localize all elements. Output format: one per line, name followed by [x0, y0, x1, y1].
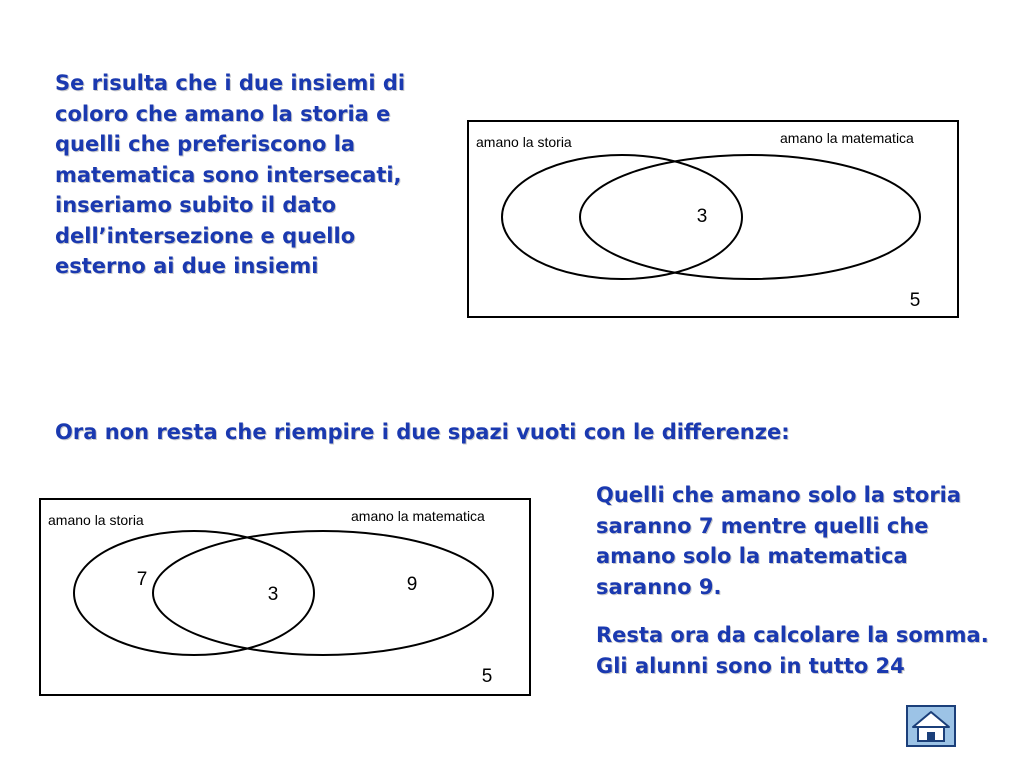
transition-sentence: Ora non resta che riempire i due spazi vuoti con le differenze: [55, 420, 790, 444]
set-b-label: amano la matematica [351, 508, 485, 524]
universe-box [468, 121, 958, 317]
home-button[interactable] [906, 705, 956, 747]
explanation-paragraph-2: Resta ora da calcolare la somma. Gli alunni sono in tutto 24 [596, 623, 989, 678]
outside-value: 5 [481, 666, 493, 687]
intersection-value: 3 [267, 584, 279, 605]
only-a-value: 7 [136, 569, 148, 590]
home-icon [908, 707, 954, 745]
intersection-value: 3 [696, 206, 708, 227]
set-a-label: amano la storia [476, 134, 572, 150]
universe-box [40, 499, 530, 695]
intro-paragraph: Se risulta che i due insiemi di coloro che amano la storia e quelli che preferiscono la matematica sono intersecati, inseriamo subito il dato dell’intersezione e quello esterno ai due insiemi [55, 71, 406, 278]
venn-diagram-first [467, 120, 960, 320]
outside-value: 5 [909, 290, 921, 311]
set-b-label: amano la matematica [780, 130, 914, 146]
explanation-paragraph-1: Quelli che amano solo la storia saranno 7 mentre quelli che amano solo la matematica saranno 9. [596, 483, 962, 599]
only-b-value: 9 [406, 574, 418, 595]
venn-diagram-second [39, 498, 532, 698]
set-a-label: amano la storia [48, 512, 144, 528]
